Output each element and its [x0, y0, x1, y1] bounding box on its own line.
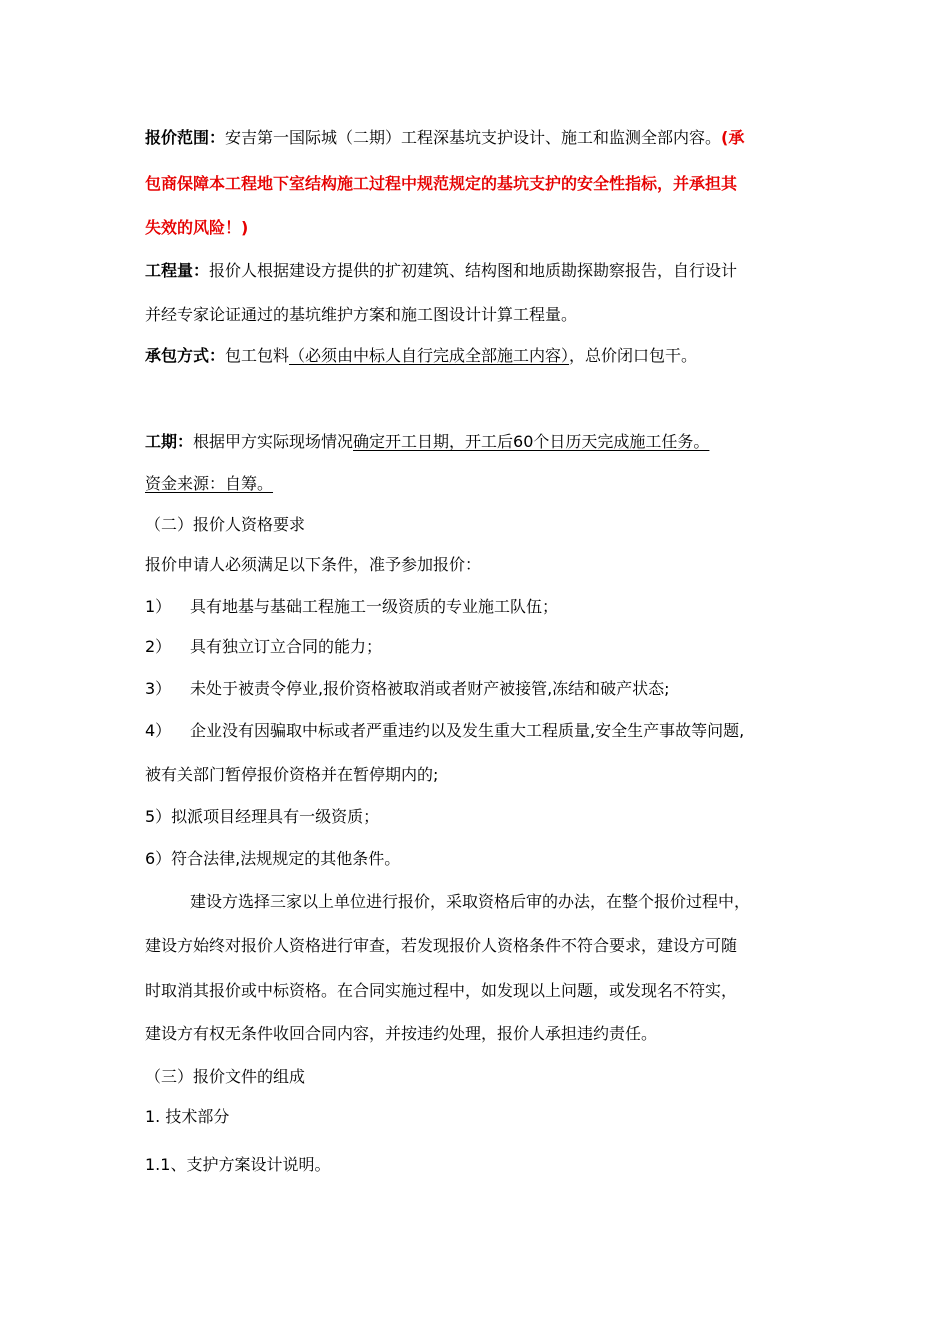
funding-line: 资金来源：自筹。	[145, 474, 274, 493]
list-item-text: 未处于被责令停业,报价资格被取消或者财产被接管,冻结和破产状态;	[190, 679, 670, 698]
quantity-text-1: 报价人根据建设方提供的扩初建筑、结构图和地质勘探勘察报告，自行设计	[209, 261, 738, 280]
list-item-number: 2）	[145, 637, 172, 656]
scope-label: 报价范围：	[145, 128, 226, 147]
contract-label: 承包方式：	[145, 346, 226, 365]
list-item	[145, 597, 558, 617]
paragraph-line: 建设方始终对报价人资格进行审查，若发现报价人资格条件不符合要求，建设方可随	[145, 936, 738, 955]
contract-text-a: 包工包料	[225, 346, 290, 365]
quantity-line-1	[145, 261, 737, 281]
period-label: 工期：	[145, 432, 194, 451]
list-item-text: 企业没有因骗取中标或者严重违约以及发生重大工程质量,安全生产事故等问题,	[190, 721, 745, 740]
scope-red-text: (承	[721, 128, 745, 147]
scope-red-line-3: 失效的风险！)	[145, 218, 249, 237]
section3-title: （三）报价文件的组成	[145, 1067, 306, 1086]
list-item: 6）符合法律,法规规定的其他条件。	[145, 849, 401, 868]
list-item-number: 1）	[145, 597, 172, 616]
paragraph-line: 时取消其报价或中标资格。在合同实施过程中，如发现以上问题，或发现名不符实，	[145, 981, 738, 1000]
contract-text-b: ，总价闭口包干。	[569, 346, 698, 365]
scope-line-1	[145, 128, 744, 148]
section3-subheading-1-1: 1.1、支护方案设计说明。	[145, 1155, 331, 1174]
contract-underlined-text: （必须由中标人自行完成全部施工内容）	[289, 346, 570, 365]
quantity-line-2: 并经专家论证通过的基坑维护方案和施工图设计计算工程量。	[145, 305, 578, 324]
quantity-label: 工程量：	[145, 261, 210, 280]
list-item-number: 3）	[145, 679, 172, 698]
list-item-text: 具有独立订立合同的能力；	[190, 637, 383, 656]
section2-title: （二）报价人资格要求	[145, 515, 306, 534]
section3-subheading-1: 1. 技术部分	[145, 1107, 230, 1126]
list-item: 5）拟派项目经理具有一级资质；	[145, 807, 380, 826]
list-item-continuation: 被有关部门暂停报价资格并在暂停期内的;	[145, 765, 439, 784]
list-item-number: 4）	[145, 721, 172, 740]
scope-red-line-2: 包商保障本工程地下室结构施工过程中规范规定的基坑支护的安全性指标，并承担其	[145, 174, 738, 193]
section2-intro: 报价申请人必须满足以下条件，准予参加报价：	[145, 555, 482, 574]
contract-line	[145, 346, 697, 366]
period-text-a: 根据甲方实际现场情况	[193, 432, 354, 451]
paragraph-line: 建设方有权无条件收回合同内容，并按违约处理，报价人承担违约责任。	[145, 1024, 658, 1043]
list-item	[145, 679, 670, 699]
period-line	[145, 432, 709, 452]
list-item	[145, 637, 382, 657]
paragraph-line: 建设方选择三家以上单位进行报价，采取资格后审的办法，在整个报价过程中，	[190, 892, 751, 911]
list-item	[145, 721, 744, 741]
scope-text: 安吉第一国际城（二期）工程深基坑支护设计、施工和监测全部内容。	[225, 128, 722, 147]
period-underlined-text: 确定开工日期，开工后60个日历天完成施工任务。	[353, 432, 710, 451]
list-item-text: 具有地基与基础工程施工一级资质的专业施工队伍；	[190, 597, 559, 616]
